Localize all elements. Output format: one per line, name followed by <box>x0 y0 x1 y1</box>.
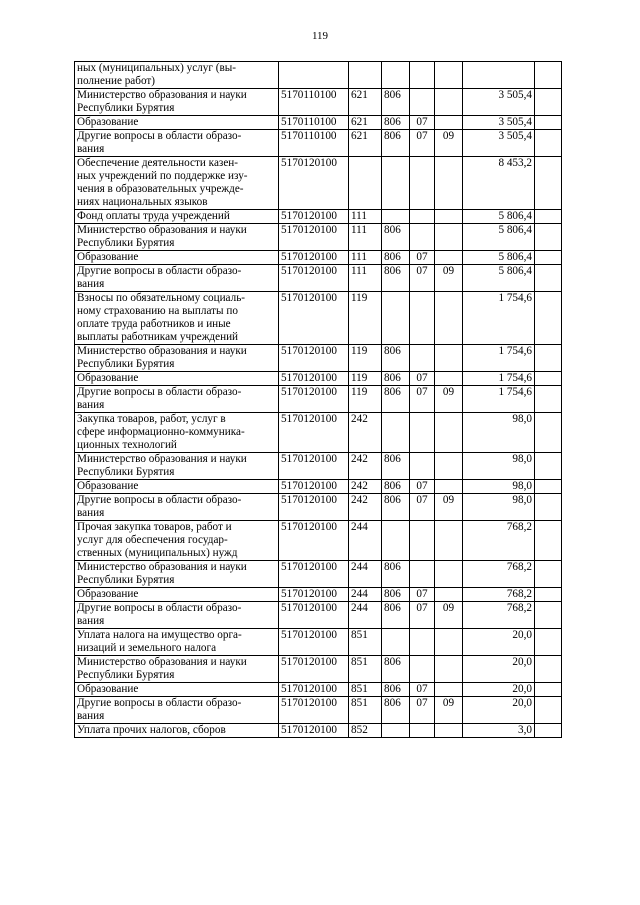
expense-type-code: 119 <box>349 292 382 345</box>
subsection-code <box>435 251 463 265</box>
table-row <box>75 453 562 480</box>
empty-cell <box>535 494 562 521</box>
target-article-code: 5170120100 <box>279 683 349 697</box>
empty-cell <box>535 413 562 453</box>
target-article-code: 5170120100 <box>279 561 349 588</box>
ministry-code: 806 <box>382 602 410 629</box>
subsection-code <box>435 561 463 588</box>
empty-cell <box>535 480 562 494</box>
expense-type-code <box>349 157 382 210</box>
table-row <box>75 89 562 116</box>
expense-type-code: 244 <box>349 521 382 561</box>
empty-cell <box>535 251 562 265</box>
target-article-code: 5170120100 <box>279 480 349 494</box>
target-article-code: 5170120100 <box>279 413 349 453</box>
row-name: Обеспечение деятельности казен- ных учреждений по поддержке изу- чения в образовательных учрежде- ниях национальных языков <box>75 157 279 210</box>
row-name: Образование <box>75 683 279 697</box>
empty-cell <box>535 265 562 292</box>
section-code <box>410 724 435 738</box>
expense-type-code: 851 <box>349 683 382 697</box>
section-code: 07 <box>410 683 435 697</box>
target-article-code: 5170120100 <box>279 588 349 602</box>
amount: 3,0 <box>463 724 535 738</box>
amount: 3 505,4 <box>463 89 535 116</box>
table-row <box>75 116 562 130</box>
amount: 98,0 <box>463 453 535 480</box>
target-article-code: 5170120100 <box>279 265 349 292</box>
target-article-code: 5170110100 <box>279 116 349 130</box>
target-article-code: 5170110100 <box>279 89 349 116</box>
amount: 1 754,6 <box>463 292 535 345</box>
amount: 5 806,4 <box>463 210 535 224</box>
table-row <box>75 561 562 588</box>
ministry-code: 806 <box>382 386 410 413</box>
empty-cell <box>535 724 562 738</box>
ministry-code: 806 <box>382 130 410 157</box>
section-code: 07 <box>410 265 435 292</box>
empty-cell <box>535 224 562 251</box>
ministry-code <box>382 724 410 738</box>
table-row <box>75 413 562 453</box>
expense-type-code: 244 <box>349 602 382 629</box>
section-code: 07 <box>410 251 435 265</box>
expense-type-code <box>349 62 382 89</box>
expense-type-code: 621 <box>349 130 382 157</box>
table-row <box>75 683 562 697</box>
target-article-code <box>279 62 349 89</box>
expense-type-code: 621 <box>349 116 382 130</box>
expense-type-code: 111 <box>349 224 382 251</box>
ministry-code: 806 <box>382 561 410 588</box>
ministry-code: 806 <box>382 588 410 602</box>
target-article-code: 5170120100 <box>279 157 349 210</box>
target-article-code: 5170120100 <box>279 602 349 629</box>
target-article-code: 5170110100 <box>279 130 349 157</box>
ministry-code: 806 <box>382 494 410 521</box>
empty-cell <box>535 89 562 116</box>
amount: 5 806,4 <box>463 265 535 292</box>
ministry-code <box>382 292 410 345</box>
subsection-code <box>435 89 463 116</box>
section-code: 07 <box>410 386 435 413</box>
subsection-code <box>435 453 463 480</box>
page-number: 119 <box>311 30 329 42</box>
section-code <box>410 62 435 89</box>
section-code <box>410 561 435 588</box>
amount: 98,0 <box>463 480 535 494</box>
amount: 20,0 <box>463 697 535 724</box>
section-code: 07 <box>410 697 435 724</box>
empty-cell <box>535 683 562 697</box>
expense-type-code: 852 <box>349 724 382 738</box>
target-article-code: 5170120100 <box>279 345 349 372</box>
section-code: 07 <box>410 130 435 157</box>
expense-type-code: 119 <box>349 345 382 372</box>
amount: 20,0 <box>463 656 535 683</box>
row-name: Другие вопросы в области образо- вания <box>75 130 279 157</box>
table-row <box>75 386 562 413</box>
empty-cell <box>535 629 562 656</box>
subsection-code <box>435 629 463 656</box>
amount: 98,0 <box>463 413 535 453</box>
row-name: Закупка товаров, работ, услуг в сфере информационно-коммуника- ционных технологий <box>75 413 279 453</box>
table-row <box>75 724 562 738</box>
empty-cell <box>535 521 562 561</box>
ministry-code <box>382 157 410 210</box>
row-name: Министерство образования и науки Республики Бурятия <box>75 224 279 251</box>
table-row <box>75 521 562 561</box>
expense-type-code: 242 <box>349 413 382 453</box>
row-name: ных (муниципальных) услуг (вы- полнение работ) <box>75 62 279 89</box>
subsection-code <box>435 413 463 453</box>
expense-type-code: 851 <box>349 656 382 683</box>
section-code <box>410 453 435 480</box>
row-name: Министерство образования и науки Республики Бурятия <box>75 89 279 116</box>
subsection-code: 09 <box>435 494 463 521</box>
ministry-code: 806 <box>382 372 410 386</box>
section-code: 07 <box>410 602 435 629</box>
target-article-code: 5170120100 <box>279 521 349 561</box>
expense-type-code: 111 <box>349 251 382 265</box>
ministry-code <box>382 210 410 224</box>
ministry-code: 806 <box>382 683 410 697</box>
table-row <box>75 157 562 210</box>
ministry-code <box>382 521 410 561</box>
empty-cell <box>535 210 562 224</box>
section-code: 07 <box>410 372 435 386</box>
row-name: Образование <box>75 116 279 130</box>
subsection-code <box>435 292 463 345</box>
ministry-code: 806 <box>382 251 410 265</box>
subsection-code: 09 <box>435 697 463 724</box>
empty-cell <box>535 602 562 629</box>
section-code <box>410 629 435 656</box>
empty-cell <box>535 453 562 480</box>
row-name: Прочая закупка товаров, работ и услуг для обеспечения государ- ственных (муниципальных) нужд <box>75 521 279 561</box>
amount: 8 453,2 <box>463 157 535 210</box>
empty-cell <box>535 656 562 683</box>
ministry-code: 806 <box>382 265 410 292</box>
target-article-code: 5170120100 <box>279 494 349 521</box>
table-row <box>75 345 562 372</box>
table-row <box>75 602 562 629</box>
row-name: Другие вопросы в области образо- вания <box>75 386 279 413</box>
expense-type-code: 242 <box>349 453 382 480</box>
empty-cell <box>535 116 562 130</box>
row-name: Министерство образования и науки Республики Бурятия <box>75 453 279 480</box>
target-article-code: 5170120100 <box>279 372 349 386</box>
amount: 768,2 <box>463 521 535 561</box>
target-article-code: 5170120100 <box>279 453 349 480</box>
table-row <box>75 372 562 386</box>
ministry-code: 806 <box>382 480 410 494</box>
expense-type-code: 851 <box>349 697 382 724</box>
expense-type-code: 851 <box>349 629 382 656</box>
section-code: 07 <box>410 116 435 130</box>
empty-cell <box>535 372 562 386</box>
subsection-code: 09 <box>435 602 463 629</box>
subsection-code <box>435 62 463 89</box>
empty-cell <box>535 588 562 602</box>
expense-type-code: 242 <box>349 494 382 521</box>
subsection-code <box>435 372 463 386</box>
empty-cell <box>535 292 562 345</box>
target-article-code: 5170120100 <box>279 292 349 345</box>
subsection-code: 09 <box>435 386 463 413</box>
subsection-code <box>435 210 463 224</box>
subsection-code <box>435 345 463 372</box>
amount: 20,0 <box>463 629 535 656</box>
row-name: Взносы по обязательному социаль- ному страхованию на выплаты по оплате труда работников и иные выплаты работникам учреждений <box>75 292 279 345</box>
amount: 1 754,6 <box>463 372 535 386</box>
amount: 20,0 <box>463 683 535 697</box>
amount: 98,0 <box>463 494 535 521</box>
ministry-code: 806 <box>382 224 410 251</box>
subsection-code <box>435 724 463 738</box>
expense-type-code: 244 <box>349 561 382 588</box>
section-code <box>410 345 435 372</box>
table-row <box>75 656 562 683</box>
amount: 1 754,6 <box>463 345 535 372</box>
target-article-code: 5170120100 <box>279 251 349 265</box>
section-code <box>410 224 435 251</box>
row-name: Образование <box>75 251 279 265</box>
target-article-code: 5170120100 <box>279 386 349 413</box>
table-row <box>75 62 562 89</box>
table-row <box>75 629 562 656</box>
amount: 768,2 <box>463 561 535 588</box>
subsection-code <box>435 480 463 494</box>
row-name: Образование <box>75 588 279 602</box>
section-code <box>410 292 435 345</box>
row-name: Другие вопросы в области образо- вания <box>75 602 279 629</box>
ministry-code: 806 <box>382 116 410 130</box>
table-row <box>75 480 562 494</box>
row-name: Уплата налога на имущество орга- низаций и земельного налога <box>75 629 279 656</box>
subsection-code: 09 <box>435 265 463 292</box>
empty-cell <box>535 386 562 413</box>
section-code <box>410 157 435 210</box>
table-row <box>75 251 562 265</box>
target-article-code: 5170120100 <box>279 629 349 656</box>
section-code: 07 <box>410 494 435 521</box>
amount: 3 505,4 <box>463 116 535 130</box>
expense-type-code: 621 <box>349 89 382 116</box>
subsection-code <box>435 157 463 210</box>
row-name: Министерство образования и науки Республики Бурятия <box>75 345 279 372</box>
row-name: Образование <box>75 480 279 494</box>
table-row <box>75 588 562 602</box>
subsection-code <box>435 656 463 683</box>
target-article-code: 5170120100 <box>279 210 349 224</box>
expense-type-code: 119 <box>349 386 382 413</box>
amount: 5 806,4 <box>463 251 535 265</box>
table-row <box>75 130 562 157</box>
amount: 3 505,4 <box>463 130 535 157</box>
expense-type-code: 242 <box>349 480 382 494</box>
expense-type-code: 244 <box>349 588 382 602</box>
budget-table-body <box>75 62 562 738</box>
expense-type-code: 111 <box>349 210 382 224</box>
ministry-code: 806 <box>382 345 410 372</box>
section-code: 07 <box>410 588 435 602</box>
expense-type-code: 119 <box>349 372 382 386</box>
table-row <box>75 292 562 345</box>
table-row <box>75 224 562 251</box>
section-code: 07 <box>410 480 435 494</box>
row-name: Другие вопросы в области образо- вания <box>75 265 279 292</box>
table-row <box>75 697 562 724</box>
empty-cell <box>535 561 562 588</box>
target-article-code: 5170120100 <box>279 656 349 683</box>
section-code <box>410 89 435 116</box>
target-article-code: 5170120100 <box>279 224 349 251</box>
empty-cell <box>535 62 562 89</box>
row-name: Образование <box>75 372 279 386</box>
empty-cell <box>535 345 562 372</box>
table-row <box>75 210 562 224</box>
row-name: Министерство образования и науки Республики Бурятия <box>75 561 279 588</box>
subsection-code <box>435 116 463 130</box>
ministry-code <box>382 413 410 453</box>
amount <box>463 62 535 89</box>
ministry-code <box>382 62 410 89</box>
subsection-code <box>435 521 463 561</box>
ministry-code: 806 <box>382 453 410 480</box>
row-name: Министерство образования и науки Республики Бурятия <box>75 656 279 683</box>
ministry-code: 806 <box>382 656 410 683</box>
empty-cell <box>535 130 562 157</box>
target-article-code: 5170120100 <box>279 724 349 738</box>
ministry-code: 806 <box>382 89 410 116</box>
amount: 5 806,4 <box>463 224 535 251</box>
amount: 768,2 <box>463 588 535 602</box>
subsection-code <box>435 224 463 251</box>
ministry-code: 806 <box>382 697 410 724</box>
row-name: Другие вопросы в области образо- вания <box>75 494 279 521</box>
table-row <box>75 265 562 292</box>
amount: 1 754,6 <box>463 386 535 413</box>
ministry-code <box>382 629 410 656</box>
row-name: Фонд оплаты труда учреждений <box>75 210 279 224</box>
row-name: Уплата прочих налогов, сборов <box>75 724 279 738</box>
budget-table <box>74 61 562 738</box>
row-name: Другие вопросы в области образо- вания <box>75 697 279 724</box>
section-code <box>410 413 435 453</box>
subsection-code <box>435 683 463 697</box>
section-code <box>410 210 435 224</box>
amount: 768,2 <box>463 602 535 629</box>
subsection-code: 09 <box>435 130 463 157</box>
subsection-code <box>435 588 463 602</box>
empty-cell <box>535 697 562 724</box>
empty-cell <box>535 157 562 210</box>
expense-type-code: 111 <box>349 265 382 292</box>
section-code <box>410 656 435 683</box>
target-article-code: 5170120100 <box>279 697 349 724</box>
table-row <box>75 494 562 521</box>
section-code <box>410 521 435 561</box>
